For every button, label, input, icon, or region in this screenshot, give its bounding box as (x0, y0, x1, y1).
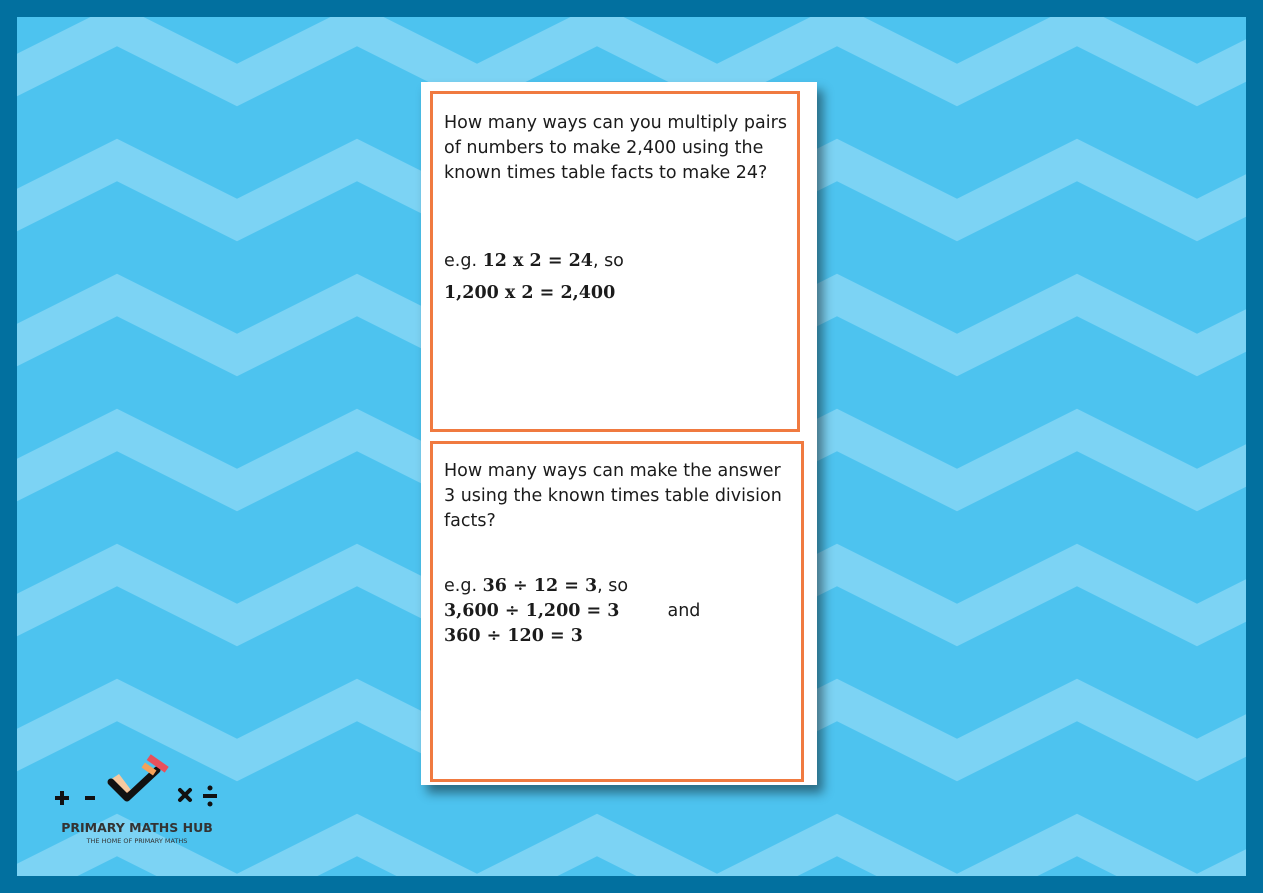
background-frame (17, 17, 1246, 876)
example-equation: 360 ÷ 120 = 3 (444, 626, 583, 646)
question-card-1 (430, 91, 800, 432)
example-line: e.g. 12 x 2 = 24, so (444, 251, 624, 271)
example-line: e.g. 36 ÷ 12 = 3, so (444, 576, 629, 596)
example-equation: 3,600 ÷ 1,200 = 3 and (444, 601, 701, 621)
question-text: How many ways can you multiply pairs of numbers to make 2,400 using the known times table facts to make 24? (444, 113, 787, 183)
question-text: How many ways can make the answer 3 using the known times table division facts? (444, 461, 782, 531)
question-card-2 (430, 441, 804, 782)
checkmark-pencil-icon (107, 754, 169, 800)
maths-symbols-icon (47, 752, 227, 820)
primary-maths-hub-logo (47, 752, 227, 852)
worksheet (421, 82, 817, 785)
example-equation: 1,200 x 2 = 2,400 (444, 283, 616, 303)
logo-title: PRIMARY MATHS HUB (61, 820, 213, 835)
logo-subtitle: THE HOME OF PRIMARY MATHS (86, 837, 188, 845)
